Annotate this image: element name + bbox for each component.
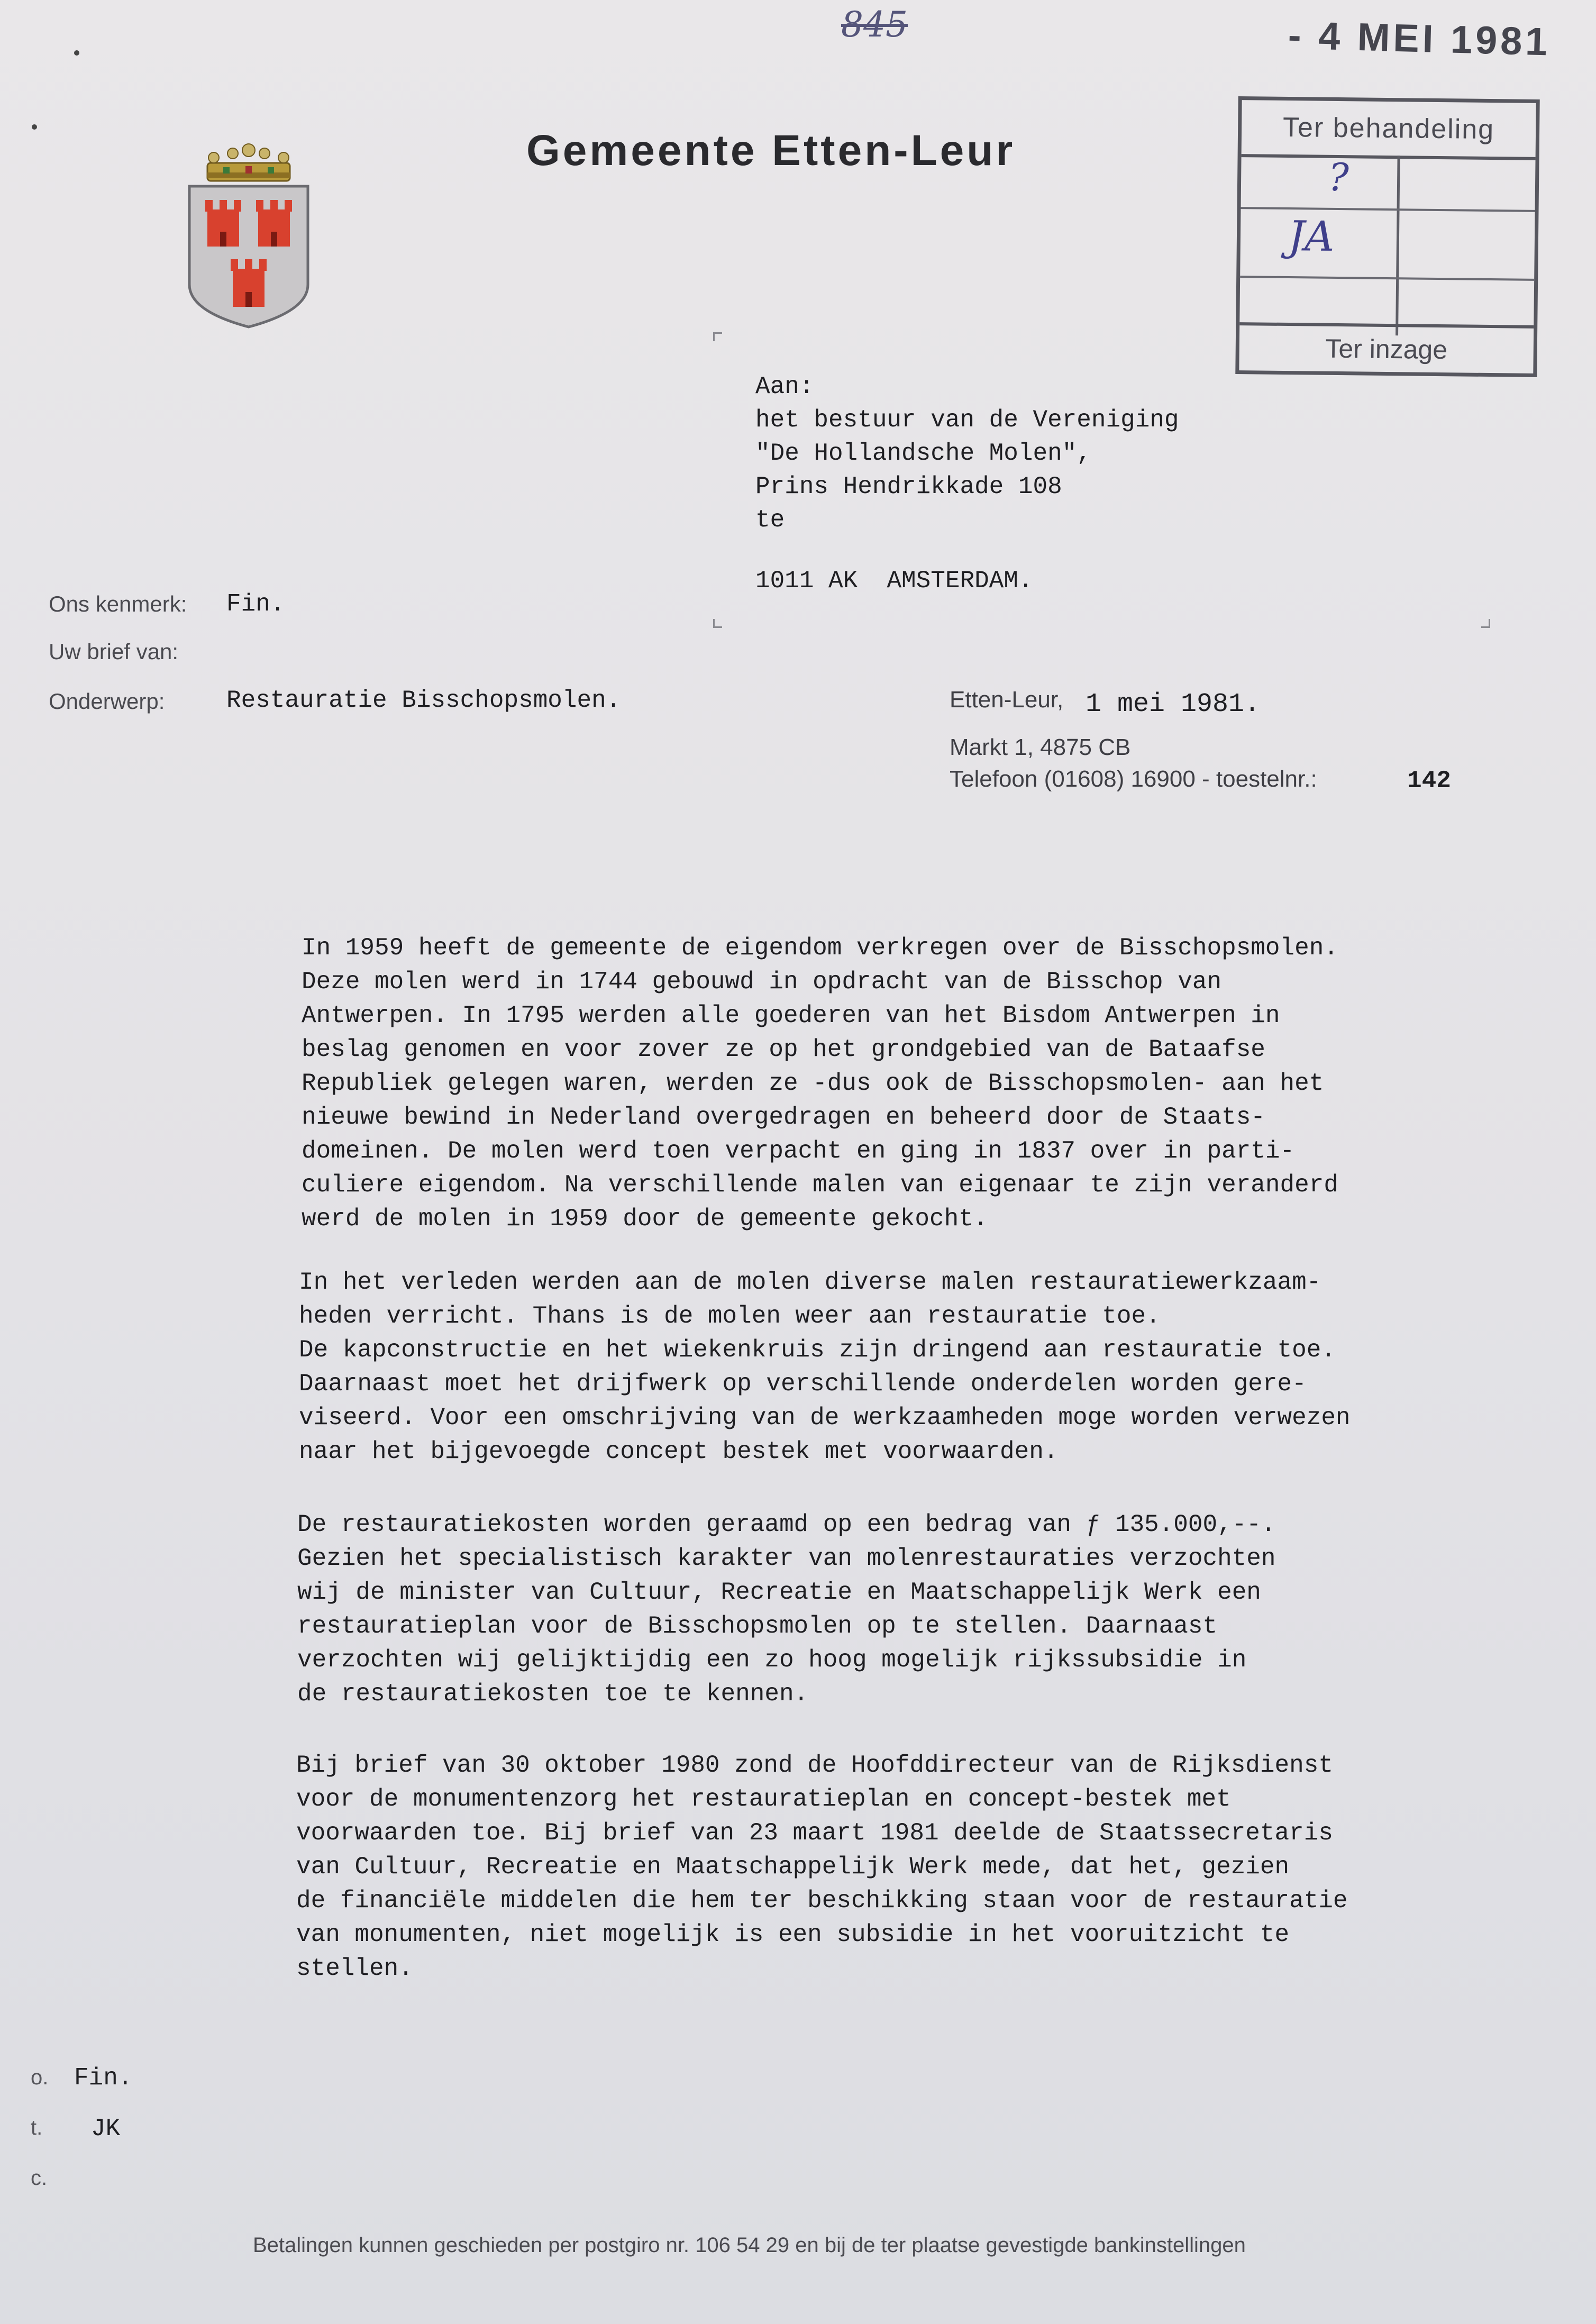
distribution-t-label: t. [31, 2116, 43, 2139]
distribution-o-label: o. [31, 2066, 49, 2089]
address-line: "De Hollandsche Molen", [755, 440, 1091, 467]
stamp-footer: Ter inzage [1239, 322, 1534, 373]
recipient-address [755, 370, 1179, 537]
body-paragraph: De restauratiekosten worden geraamd op een bedrag van ƒ 135.000,--. Gezien het specialistisch karakter van molenrestauraties verzochten wij de minister van Cultuur, Recreatie en Maatschappelijk Werk een restauratieplan voor de Bisschopsmolen op te stellen. Daarnaast verzochten wij gelijktijdig een zo hoog mogelijk rijkssubsidie in de restauratiekosten toe te kennen. [297, 1511, 1276, 1708]
address-line: Prins Hendrikkade 108 [755, 473, 1062, 500]
ink-speck [32, 124, 37, 130]
letter-date: 1 mei 1981. [1086, 689, 1261, 719]
stamp-initials: ? [1328, 154, 1349, 200]
onderwerp-value: Restauratie Bisschopsmolen. [226, 687, 621, 714]
handwritten-mark: 845 [841, 4, 908, 45]
sender-place: Etten-Leur, [950, 687, 1064, 713]
ons-kenmerk-value: Fin. [226, 590, 285, 618]
body-paragraph: In het verleden werden aan de molen diverse malen restauratiewerkzaam- heden verricht. Thans is de molen weer aan restauratie toe. De kapconstructie en het wiekenkruis zijn dringend aan restauratie toe. Daarnaast moet het drijfwerk op verschillende onderdelen worden gere- viseerd. Voor een omschrijving van de werkzaamheden moge worden verwezen naar het bijgevoegde concept bestek met voorwaarden. [299, 1269, 1351, 1465]
sender-address: Markt 1, 4875 CB [950, 734, 1131, 760]
window-corner-mark [713, 619, 722, 628]
ons-kenmerk-label: Ons kenmerk: [49, 591, 187, 616]
payment-footer: Betalingen kunnen geschieden per postgiro nr. 106 54 29 en bij de ter plaatse gevestigde bankinstellingen [253, 2234, 1246, 2257]
stamp-grid [1239, 154, 1536, 337]
stamp-initials: JA [1288, 213, 1335, 261]
window-corner-mark [1481, 619, 1490, 628]
uw-brief-label: Uw brief van: [49, 639, 179, 664]
distribution-o-value: Fin. [74, 2064, 133, 2092]
ink-speck [74, 50, 79, 56]
address-line: het bestuur van de Vereniging [755, 406, 1179, 434]
body-paragraph: Bij brief van 30 oktober 1980 zond de Hoofddirecteur van de Rijksdienst voor de monumentenzorg het restauratieplan en concept-bestek met voorwaarden toe. Bij brief van 23 maart 1981 deelde de Staatssecretaris van Cultuur, Recreatie en Maatschappelijk Werk mede, dat het, gezien de financiële middelen die hem ter beschikking staan voor de restauratie van monumenten, niet mogelijk is een subsidie in het vooruitzicht te stellen. [296, 1752, 1348, 1982]
body-paragraph: In 1959 heeft de gemeente de eigendom verkregen over de Bisschopsmolen. Deze molen werd in 1744 gebouwd in opdracht van de Bisschop van Antwerpen. In 1795 werden alle goederen van het Bisdom Antwerpen in beslag genomen en voor zover ze op het grondgebied van de Bataafse Republiek gelegen waren, werden ze -dus ook de Bisschopsmolen- aan het nieuwe bewind in Nederland overgedragen en beheerd door de Staats- domeinen. De molen werd toen verpacht en ging in 1837 over in parti- culiere eigendom. Na verschillende malen van eigenaar te zijn veranderd werd de molen in 1959 door de gemeente gekocht. [302, 934, 1338, 1233]
distribution-c-label: c. [31, 2166, 48, 2190]
municipality-title: Gemeente Etten-Leur [526, 126, 1016, 175]
window-corner-mark [713, 332, 722, 341]
address-label: Aan: [755, 373, 814, 400]
distribution-t-value: JK [91, 2115, 121, 2143]
phone-extension: 142 [1407, 767, 1451, 795]
address-city: 1011 AK AMSTERDAM. [755, 567, 1033, 595]
address-line: te [755, 506, 785, 534]
crown-icon [207, 144, 290, 181]
sender-phone: Telefoon (01608) 16900 - toestelnr.: [950, 766, 1317, 792]
coat-of-arms-icon [186, 142, 311, 330]
onderwerp-label: Onderwerp: [49, 689, 165, 714]
routing-stamp [1235, 96, 1539, 377]
received-date-stamp: - 4 MEI 1981 [1287, 13, 1551, 64]
stamp-title: Ter behandeling [1242, 100, 1536, 160]
